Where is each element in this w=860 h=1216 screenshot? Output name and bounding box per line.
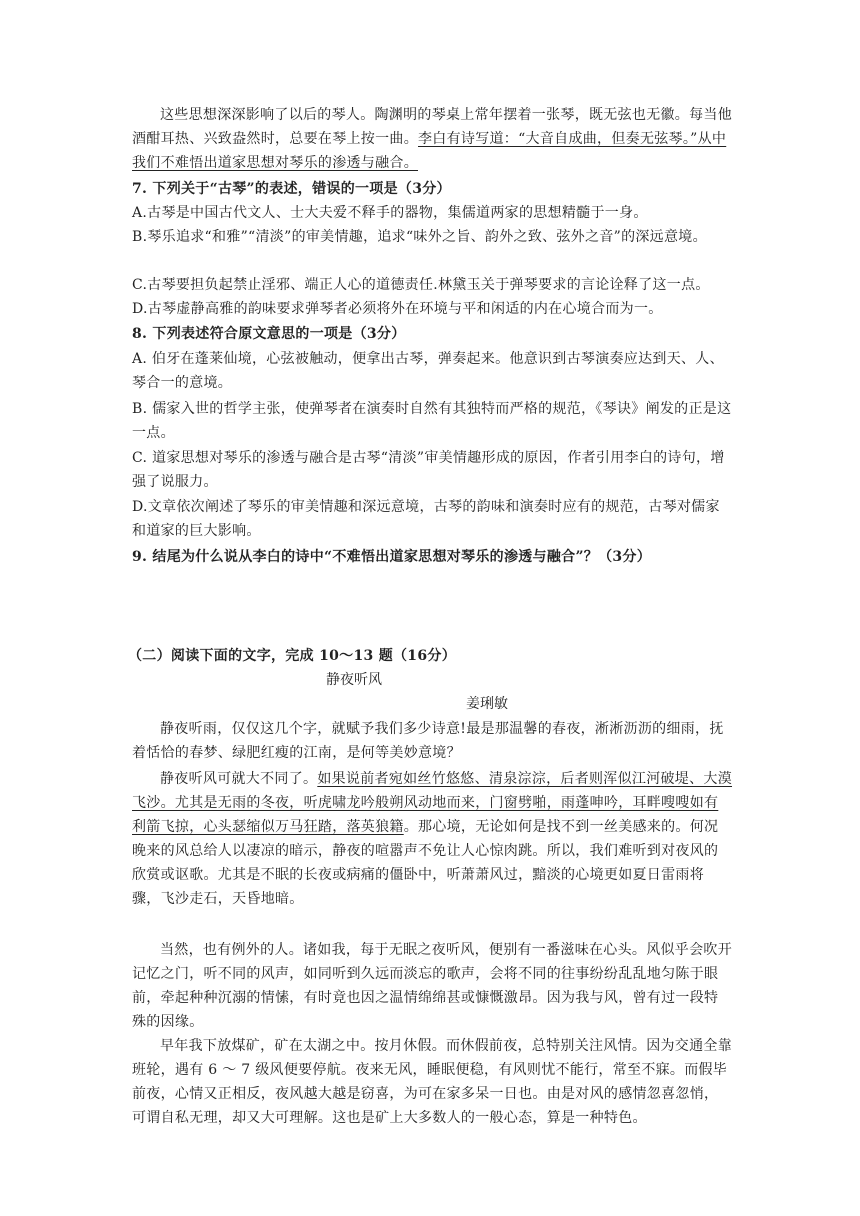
question-8-option-c: C. 道家思想对琴乐的渗透与融合是古琴“清淡”审美情趣形成的原因，作者引用李白的诗句，增强了说服力。 bbox=[132, 450, 725, 490]
question-7-option-c: C.古琴要担负起禁止淫邪、端正人心的道德责任.林黛玉关于弹琴要求的言论诠释了这一点。 bbox=[132, 277, 710, 293]
section-2-heading: （二）阅读下面的文字，完成 10～13 题（16分） bbox=[128, 648, 456, 664]
essay-paragraph-1: 静夜听雨，仅仅这几个字，就赋予我们多少诗意!最是那温馨的春夜，淅淅沥沥的细雨，抚着恬恰的春梦、绿肥红瘦的江南，是何等美妙意境？ bbox=[132, 721, 724, 761]
intro-paragraph bbox=[132, 103, 732, 175]
intro-underlined-text: 李白有诗写道：“大音自成曲，但奏无弦琴。”从中我们不难悟出道家思想对琴乐的渗透与融合。 bbox=[132, 131, 727, 171]
question-8-option-a: A. 伯牙在蓬莱仙境，心弦被触动，便拿出古琴，弹奏起来。他意识到古琴演奏应达到天、人、琴合一的意境。 bbox=[132, 351, 724, 391]
essay-paragraph-2 bbox=[132, 767, 732, 911]
question-8-option-d: D.文章依次阐述了琴乐的审美情趣和深远意境，古琴的韵味和演奏时应有的规范，古琴对儒家和道家的巨大影响。 bbox=[132, 499, 720, 539]
question-7-option-b: B.琴乐追求“和雅”“清淡”的审美情趣，追求“味外之旨、韵外之致、弦外之音”的深远意境。 bbox=[132, 229, 707, 245]
question-9-stem: 9. 结尾为什么说从李白的诗中“不难悟出道家思想对琴乐的渗透与融合”？（3分） bbox=[132, 549, 652, 565]
intro-text: 这些思想深深影响了以后的琴人。陶渊明的琴桌上常年摆着一张琴，既无弦也无徽。每当他酒酣耳热、兴致盎然时，总要在琴上按一曲。 bbox=[132, 107, 732, 147]
question-8-stem: 8. 下列表述符合原文意思的一项是（3分） bbox=[132, 326, 406, 342]
essay-p2-underlined: 如果说前者宛如丝竹悠悠、清泉淙淙，后者则浑似江河破堤、大漠飞沙。尤其是无雨的冬夜，听虎啸龙吟般朔风动地而来，门窗劈啪，雨蓬呻吟，耳畔嗖嗖如有利箭飞掠，心头瑟缩似万马狂踏，落英狼籍 bbox=[132, 771, 733, 835]
question-7-option-d: D.古琴虚静高雅的韵味要求弹琴者必须将外在环境与平和闲适的内在心境合而为一。 bbox=[132, 301, 663, 317]
essay-p2-end: 。那心境，无论如何是找不到一丝美感来的。何况晚来的风总给人以凄凉的暗示，静夜的喧嚣声不免让人心惊肉跳。所以，我们难听到对夜风的欣赏或讴歌。尤其是不眠的长夜或病痛的僵卧中，听萧萧风过，黯淡的心境更如夏日雷雨将骤，飞沙走石，天昏地暗。 bbox=[132, 819, 719, 907]
essay-paragraph-4: 早年我下放煤矿，矿在太湖之中。按月休假。而休假前夜，总特别关注风情。因为交通全靠班轮，遇有 6 ～ 7 级风便要停航。夜来无风，睡眠便稳，有风则忧不能行，常至不寐。而假毕前夜，心情又正相反，夜风越大越是窃喜，为可在家多呆一日也。由是对风的感情忽喜忽悄，可谓自私无理，却又大可理解。这也是矿上大多数人的一般心态，算是一种特色。 bbox=[132, 1038, 732, 1126]
essay-author: 姜琍敏 bbox=[466, 696, 508, 712]
question-8-option-b: B. 儒家入世的哲学主张，使弹琴者在演奏时自然有其独特而严格的规范，《琴诀》阐发的正是这一点。 bbox=[132, 401, 732, 441]
essay-title: 静夜听风 bbox=[326, 672, 382, 688]
question-7-option-a: A.古琴是中国古代文人、士大夫爱不释手的器物，集儒道两家的思想精髓于一身。 bbox=[132, 205, 648, 221]
essay-paragraph-3: 当然，也有例外的人。诸如我，每于无眠之夜听风，便别有一番滋味在心头。风似乎会吹开记忆之门，听不同的风声，如同听到久远而淡忘的歌声，会将不同的往事纷纷乱乱地匀陈于眼前，牵起种种沉溺的情愫，有时竟也因之温情绵绵甚或慷慨激昂。因为我与风，曾有过一段特殊的因缘。 bbox=[132, 942, 732, 1030]
essay-p2-start: 静夜听风可就大不同了。 bbox=[160, 771, 318, 787]
question-7-stem: 7. 下列关于“古琴”的表述，错误的一项是（3分） bbox=[132, 181, 451, 197]
